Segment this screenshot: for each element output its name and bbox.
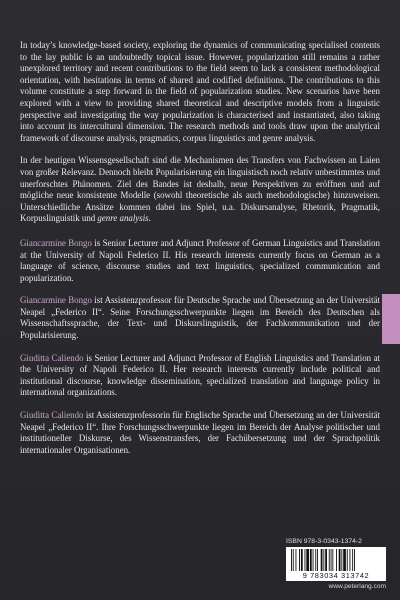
blurb-english: In today’s knowledge-based society, exploring the dynamics of communicating specialised contents to the lay public is an undoubtedly topical issue. However, popularization still remains a rather unexplored territory and recent contributions to the field seem to lack a consistent methodological orientation, with hesitations in terms of shared and codified definitions. The contributions to this volume constitute a step forward in the field of popularization studies. New scenarios have been explored with a view to providing shared theoretical and descriptive models from a linguistic perspective and investigating the way popularization is characterised and instantiated, also taking into account its intercultural dimension. The research methods and tools draw upon the analytical framework of discourse analysis, pragmatics, corpus linguistics and genre analysis. bbox=[20, 40, 380, 143]
barcode-bar bbox=[341, 549, 342, 571]
barcode-bar bbox=[291, 549, 292, 571]
author-name: Giuditta Caliendo bbox=[20, 352, 84, 363]
author-bio-text: is Senior Lecturer and Adjunct Professor of English Linguistics and Translation at the University of Napoli Federico II. Her research interests currently include political and institutional discourse, knowledge dissemination, specialized translation and language policy in international organizations. bbox=[20, 352, 380, 398]
barcode-bars bbox=[290, 549, 382, 571]
barcode bbox=[286, 547, 386, 581]
barcode-bar bbox=[332, 549, 333, 571]
author-bio-de-bongo bbox=[20, 295, 380, 341]
author-name: Giuditta Caliendo bbox=[20, 410, 84, 421]
blurb-german-main: In der heutigen Wissensgesellschaft sind die Mechanismen des Transfers von Fachwissen an Laien von großer Relevanz. Dennoch bleibt Popularisierung ein linguistisch noch relativ unbestimmtes und unerforschtes Phänomen. Ziel des Bandes ist deshalb, neue Perspektiven zu eröffnen und auf mögliche neue konsistente Modelle (sowohl theoretische als auch methodologische) hinzuweisen. Unterschiedliche Ansätze kommen dabei ins Spiel, u.a. Diskursanalyse, Rhetorik, Pragmatik, Korpuslinguistik und bbox=[20, 155, 380, 224]
barcode-bar bbox=[347, 549, 348, 571]
author-bio-text: ist Assistenzprofessorin für Englische Sprache und Übersetzung an der Universität Neapel „Federico II“. Ihre Forschungsschwerpunkte liegen im Bereich der Analyse politischer und institutioneller Diskurse, des Wissenstransfers, der Fachübersetzung und der Sprachpolitik internationaler Organisationen. bbox=[20, 410, 380, 455]
author-bio-text: is Senior Lecturer and Adjunct Professor of German Linguistics and Translation at the University of Napoli Federico II. His research interests currently focus on German as a language of science, discourse studies and text linguistics, specialized communication and popularization. bbox=[20, 237, 380, 283]
barcode-bar bbox=[350, 549, 351, 571]
barcode-bar bbox=[310, 549, 312, 571]
barcode-bar bbox=[305, 549, 306, 571]
isbn-label: ISBN 978-3-0343-1374-2 bbox=[286, 538, 362, 545]
barcode-bar bbox=[296, 549, 297, 571]
author-name: Giancarmine Bongo bbox=[20, 237, 92, 248]
barcode-bar bbox=[352, 549, 353, 571]
barcode-bar bbox=[323, 549, 324, 571]
blurb-german bbox=[20, 155, 380, 225]
barcode-bar bbox=[317, 549, 318, 571]
author-name: Giancarmine Bongo bbox=[20, 295, 92, 306]
barcode-bar bbox=[321, 549, 323, 571]
author-bio-text: ist Assistenzprofessor für Deutsche Sprache und Übersetzung an der Universität Neapel „Federico II“. Seine Forschungsschwerpunkte liegen im Bereich des Deutschen als Wissenschaftssprache, der Text- und Diskurslinguistik, der Fachkommunikation und der Popularisierung. bbox=[20, 295, 380, 341]
barcode-bar bbox=[336, 549, 337, 571]
publisher-website: www.peterlang.com bbox=[328, 583, 386, 590]
barcode-bar bbox=[299, 549, 300, 571]
back-cover-text bbox=[20, 40, 380, 467]
barcode-bar bbox=[343, 549, 346, 571]
barcode-bar bbox=[315, 549, 316, 571]
barcode-bar bbox=[339, 549, 341, 571]
barcode-bar bbox=[329, 549, 330, 571]
blurb-german-italic: genre analysis bbox=[97, 213, 149, 224]
author-bio-en-caliendo bbox=[20, 353, 380, 399]
blurb-german-end: . bbox=[148, 213, 151, 224]
barcode-bar bbox=[306, 549, 309, 571]
side-color-tab bbox=[382, 294, 400, 344]
author-bio-en-bongo bbox=[20, 238, 380, 284]
barcode-bar bbox=[301, 549, 303, 571]
author-bio-de-caliendo bbox=[20, 410, 380, 456]
barcode-bar bbox=[354, 549, 355, 571]
barcode-bar bbox=[313, 549, 314, 571]
barcode-bar bbox=[325, 549, 327, 571]
barcode-bar bbox=[331, 549, 332, 571]
barcode-number: 9 783034 313742 bbox=[302, 571, 370, 580]
barcode-bar bbox=[293, 549, 294, 571]
